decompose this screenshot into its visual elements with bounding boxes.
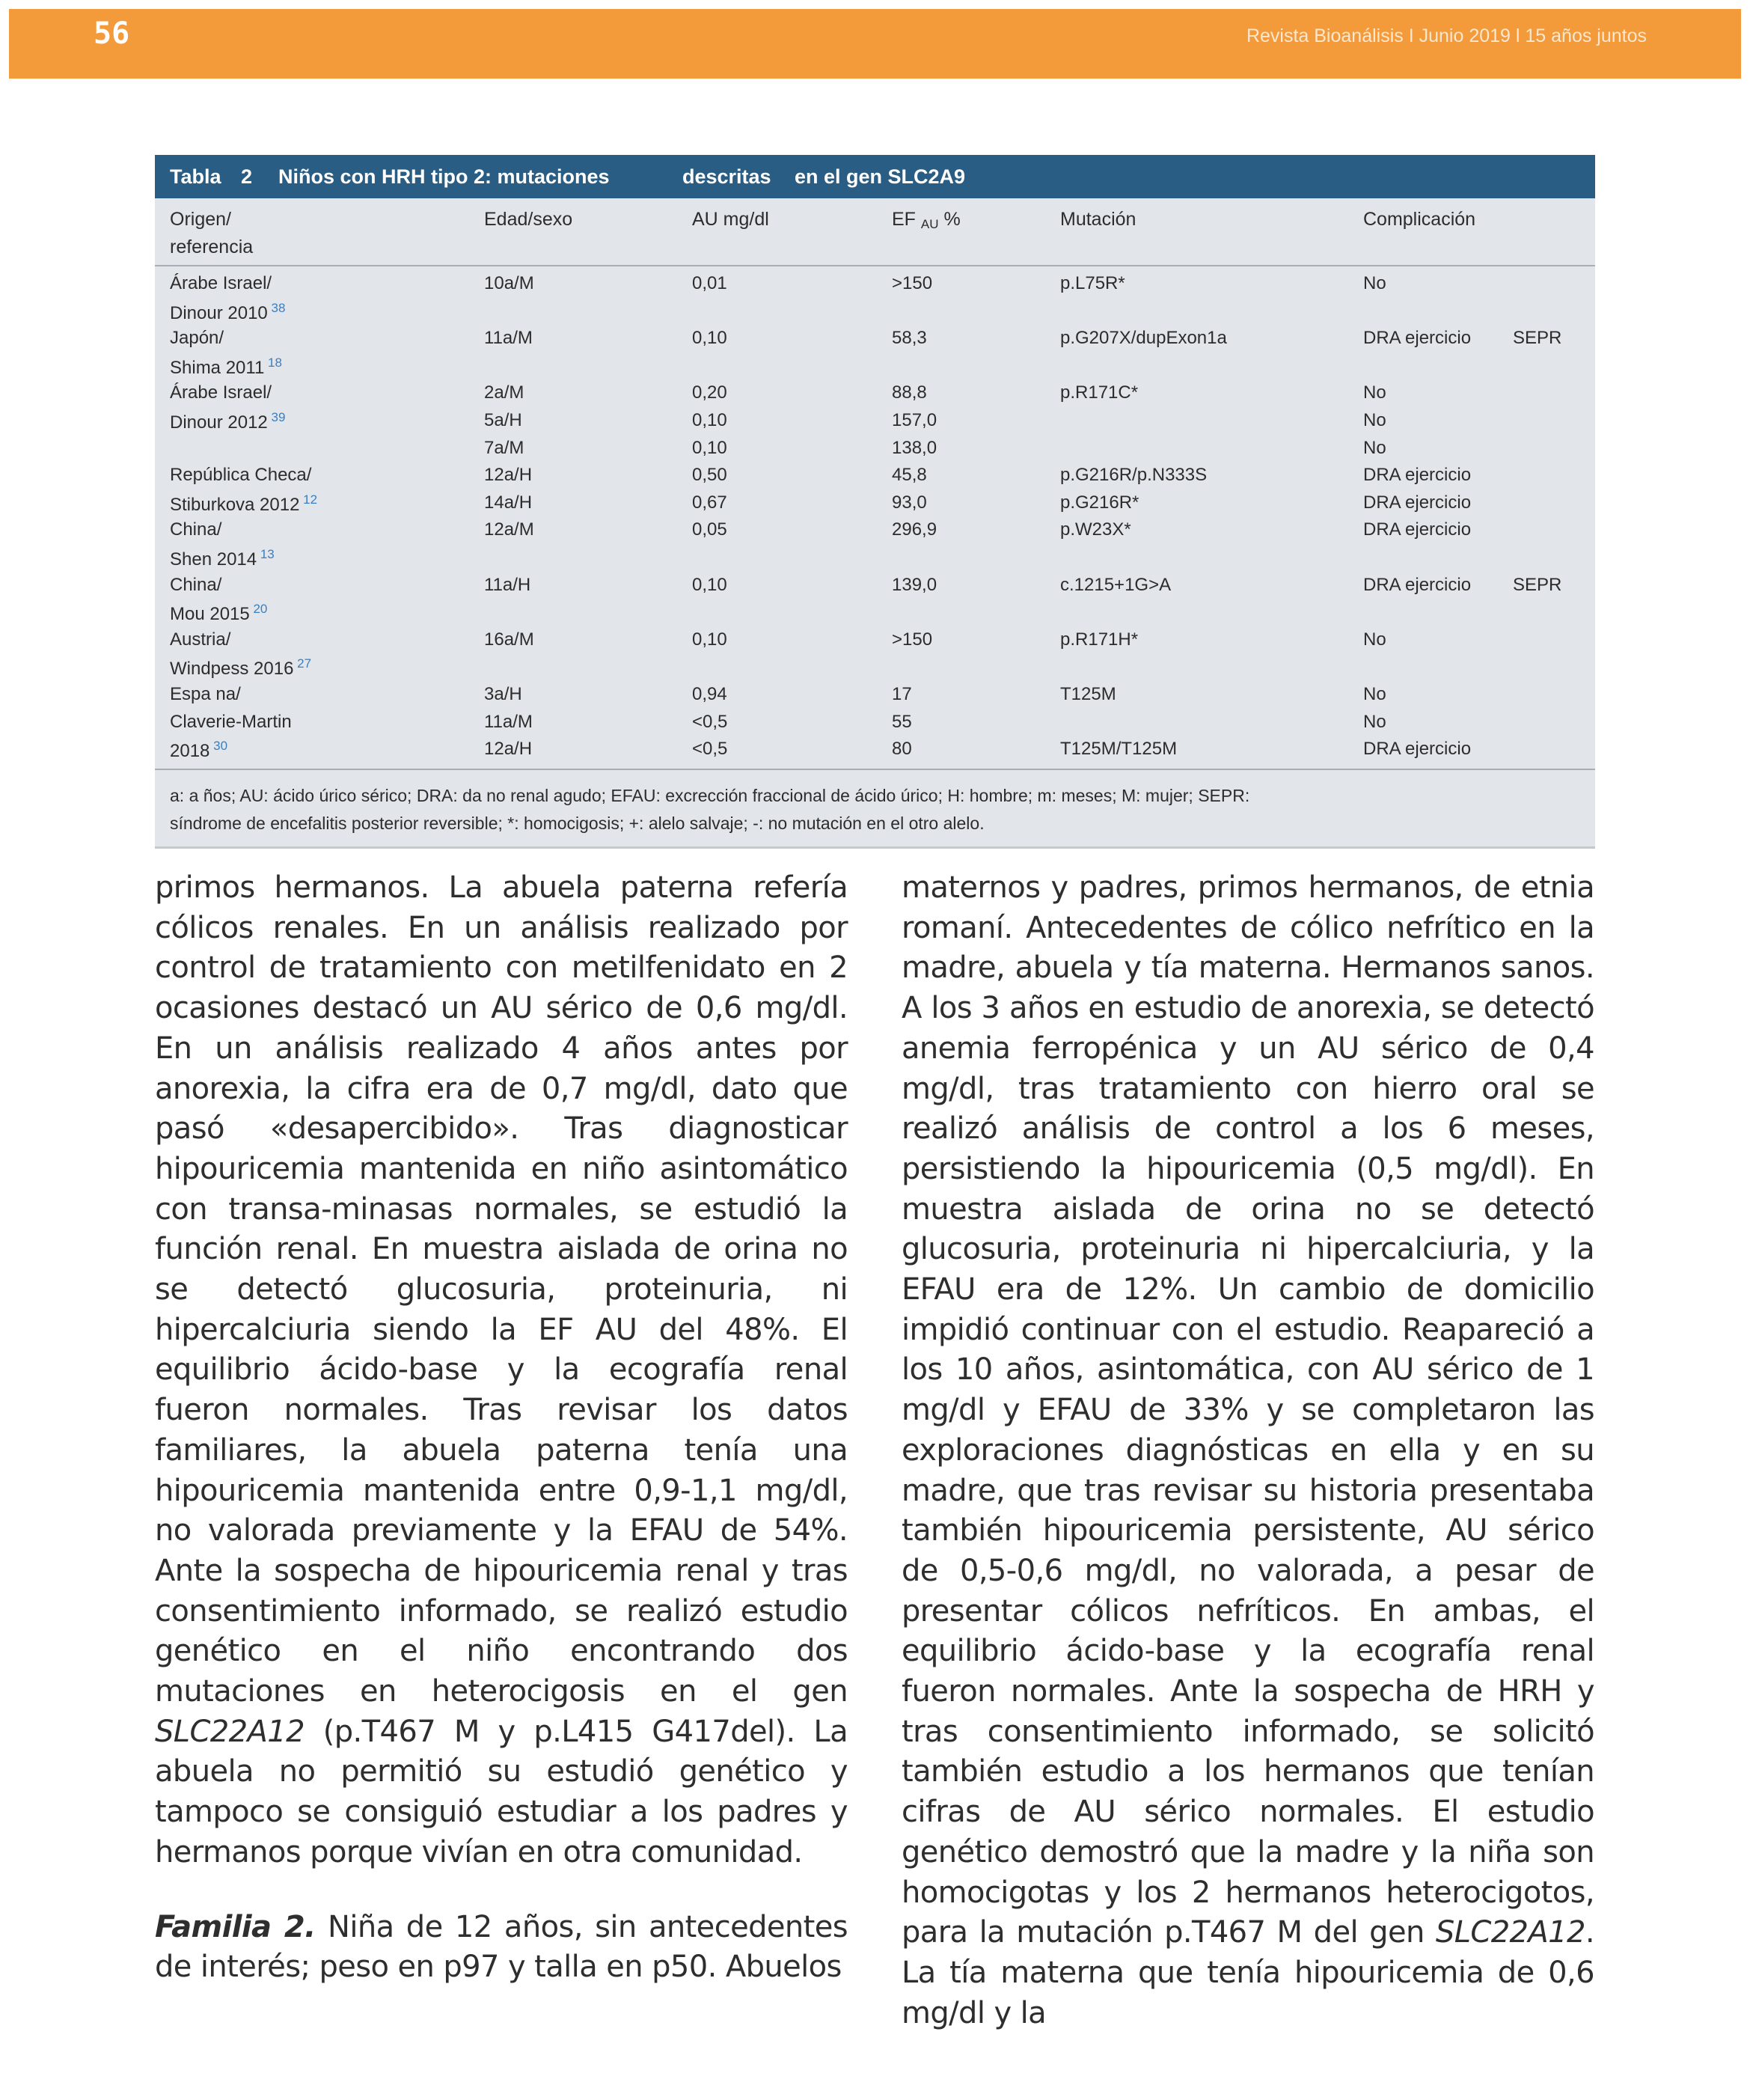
table-cell-edad: 11a/M [484,712,533,732]
table-cell-origen: China/ [170,519,222,540]
table-cell-origen: Claverie-Martin [170,712,292,732]
table-cell-au: 0,50 [692,465,727,485]
reference-number: 12 [299,492,318,507]
section-label: Familia 2. [155,1909,316,1944]
table-cell-au: 0,20 [692,382,727,403]
table-cell-au: 0,94 [692,684,727,704]
table-cell-au: <0,5 [692,712,728,732]
table-title-text: en el gen SLC2A9 [795,165,966,188]
table-cell-origen: China/ [170,575,222,595]
table-cell-comp: No [1363,273,1386,293]
table-cell-origen: Árabe Israel/ [170,273,272,293]
table-cell-ef: 296,9 [892,519,937,540]
table-cell-origen: Árabe Israel/ [170,382,272,403]
table-cell-edad: 12a/H [484,465,533,485]
table-cell-ef: >150 [892,629,933,650]
body-column-right [902,868,1594,2033]
table-cell-comp: DRA ejercicio [1363,519,1472,540]
table-cell-edad: 14a/H [484,492,533,513]
running-head: Revista Bioanálisis I Junio 2019 l 15 años juntos [1246,25,1647,46]
table-cell-mutacion: p.G216R/p.N333S [1060,465,1208,485]
table-cell-edad: 11a/H [484,575,531,595]
reference-number: 39 [267,410,286,424]
table-cell-origen: Espa na/ [170,684,241,704]
table-cell-edad: 12a/M [484,519,534,540]
table-cell-edad: 12a/H [484,739,533,759]
table-cell-ef: 80 [892,739,912,759]
paragraph: maternos y padres, primos hermanos, de etnia romaní. Antecedentes de cólico nefrítico en la madre, abuela y tía materna. Hermanos sanos. A los 3 años en estudio de anorexia, se detectó anemia ferropénica y un AU sérico de 0,4 mg/dl, tras tratamiento con hierro oral se realizó análisis de control a los 6 meses, persistiendo la hipouricemia (0,5 mg/dl). En muestra aislada de orina no se detectó glucosuria, proteinuria ni hipercalciuria, y la EFAU era de 12%. Un cambio de domicilio impidió continuar con el estudio. Reapareció a los 10 años, asintomática, con AU sérico de 1 mg/dl y EFAU de 33% y se completaron las exploraciones diagnósticas en ella y en su madre, que tras revisar su historia presentaba también hipouricemia persistente, AU sérico de 0,5-0,6 mg/dl, no valorada, a pesar de presentar cólicos nefríticos. En ambas, el equilibrio ácido-base y la ecografía renal fueron normales. Ante la sospecha de HRH y tras consentimiento informado, se solicitó también estudio a los hermanos que tenían cifras de AU sérico normales. El estudio genético demostró que la madre y la niña son homocigotas y los 2 hermanos heterocigotos, para la mutación p.T467 M del gen SLC22A12. La tía materna que tenía hipouricemia de 0,6 mg/dl y la [902,870,1594,2030]
table-title-text: descritas [682,165,771,188]
table-cell-extra: SEPR [1513,328,1562,348]
table-cell-edad: 16a/M [484,629,534,650]
table-cell-mutacion: p.W23X* [1060,519,1131,540]
table-cell-ef: 45,8 [892,465,927,485]
table-cell-mutacion: p.R171H* [1060,629,1139,650]
table-cell-edad: 10a/M [484,273,534,293]
table-title-bar [155,155,1595,198]
table-cell-au: 0,10 [692,438,727,458]
table-cell-ef: 138,0 [892,438,937,458]
table-cell-origen: Dinour 2010 $^{38}$ [170,301,286,323]
col-header-complicacion: Complicación [1363,209,1476,230]
table-cell-comp: No [1363,712,1386,732]
table-cell-comp: DRA ejercicio [1363,328,1472,348]
table-cell-au: 0,67 [692,492,727,513]
table-cell-origen: Dinour 2012 $^{39}$ [170,410,286,433]
reference-number: 27 [293,656,312,671]
table-cell-extra: SEPR [1513,575,1562,595]
table-cell-edad: 2a/M [484,382,524,403]
table-cell-comp: No [1363,382,1386,403]
table-title-label: Tabla [170,165,221,188]
reference-number: 30 [209,739,228,753]
table-cell-origen: Austria/ [170,629,231,650]
col-header-mutacion: Mutación [1060,209,1136,230]
table-cell-comp: No [1363,438,1386,458]
table-cell-ef: 88,8 [892,382,927,403]
reference-number: 18 [264,355,282,370]
table-cell-edad: 7a/M [484,438,524,458]
table-cell-origen: República Checa/ [170,465,312,485]
table-cell-comp: DRA ejercicio [1363,492,1472,513]
table-cell-ef: 157,0 [892,410,937,430]
table-cell-comp: DRA ejercicio [1363,575,1472,595]
table-cell-au: 0,10 [692,328,727,348]
table-cell-au: 0,05 [692,519,727,540]
table-cell-comp: No [1363,629,1386,650]
reference-number: 20 [249,602,268,616]
table-cell-ef: 55 [892,712,912,732]
table-cell-origen: 2018 $^{30}$ [170,739,228,761]
table-cell-ef: 93,0 [892,492,927,513]
table-cell-au: <0,5 [692,739,728,759]
table-cell-mutacion: T125M/T125M [1060,739,1178,759]
table-cell-au: 0,01 [692,273,727,293]
table-cell-au: 0,10 [692,410,727,430]
table-cell-ef: >150 [892,273,933,293]
col-header-origen: Origen/ referencia [170,209,254,257]
table-cell-origen: Windpess 2016 $^{27}$ [170,656,312,679]
table-cell-mutacion: p.L75R* [1060,273,1125,293]
table-panel [155,155,1595,849]
table-cell-comp: No [1363,410,1386,430]
reference-number: 13 [257,547,275,561]
table-cell-comp: DRA ejercicio [1363,465,1472,485]
paragraph: Familia 2. Niña de 12 años, sin antecedentes de interés; peso en p97 y talla en p50. Abuelos [155,1909,848,1985]
table-cell-mutacion: T125M [1060,684,1116,704]
table-footnote: a: a ños; AU: ácido úrico sérico; DRA: da no renal agudo; EFAU: excrección fraccional de ácido úrico; H: hombre; m: meses; M: mujer; SEPR: síndrome de encefalitis posterior reversible; *: homocigosis; +: alelo salvaje; -: no mutación en el otro alelo. [170,786,1250,833]
table-cell-mutacion: p.G207X/dupExon1a [1060,328,1227,348]
col-header-edad: Edad/sexo [484,209,573,230]
table-title-text: Niños con HRH tipo 2: mutaciones [278,165,610,188]
table-cell-origen: Shen 2014 $^{13}$ [170,547,275,570]
reference-number: 38 [267,301,286,315]
table-cell-comp: DRA ejercicio [1363,739,1472,759]
table-cell-ef: 58,3 [892,328,927,348]
table-cell-ef: 139,0 [892,575,937,595]
table-cell-edad: 11a/M [484,328,533,348]
table-cell-mutacion: p.R171C* [1060,382,1139,403]
table-cell-origen: Mou 2015 $^{20}$ [170,602,268,624]
page-number: 56 [94,16,130,51]
table-footer-rule [155,769,1595,770]
paragraph: primos hermanos. La abuela paterna refería cólicos renales. En un análisis realizado por control de tratamiento con metilfenidato en 2 ocasiones destacó un AU sérico de 0,6 mg/dl. En un análisis realizado 4 años antes por anorexia, la cifra era de 0,7 mg/dl, dato que pasó «desapercibido». Tras diagnosticar hipouricemia mantenida en niño asintomático con transa-minasas normales, se estudió la función renal. En muestra aislada de orina no se detectó glucosuria, proteinuria, ni hipercalciuria siendo la EF AU del 48%. El equilibrio ácido-base y la ecografía renal fueron normales. Tras revisar los datos familiares, la abuela paterna tenía una hipouricemia mantenida entre 0,9-1,1 mg/dl, no valorada previamente y la EFAU de 54%. Ante la sospecha de hipouricemia renal y tras consentimiento informado, se realizó estudio genético en el niño encontrando dos mutaciones en heterocigosis en el gen SLC22A12 (p.T467 M y p.L415 G417del). La abuela no permitió su estudió genético y tampoco se consiguió estudiar a los padres y hermanos porque vivían en otra comunidad. [155,870,848,1869]
table-cell-ef: 17 [892,684,912,704]
table-title-number: 2 [241,165,253,188]
table-cell-comp: No [1363,684,1386,704]
col-header-ef: EF $_{AU}$ % [892,209,961,231]
table-cell-edad: 3a/H [484,684,522,704]
col-header-au: AU mg/dl [692,209,769,230]
table-cell-au: 0,10 [692,629,727,650]
table-cell-mutacion: p.G216R* [1060,492,1139,513]
table-cell-edad: 5a/H [484,410,522,430]
table-cell-origen: Japón/ [170,328,224,348]
table-cell-au: 0,10 [692,575,727,595]
table-cell-mutacion: c.1215+1G>A [1060,575,1172,595]
table-header-rule [155,265,1595,266]
body-column-left [155,868,848,1988]
table-cell-origen: Stiburkova 2012 $^{12}$ [170,492,318,515]
table-cell-origen: Shima 2011 $^{18}$ [170,355,282,378]
